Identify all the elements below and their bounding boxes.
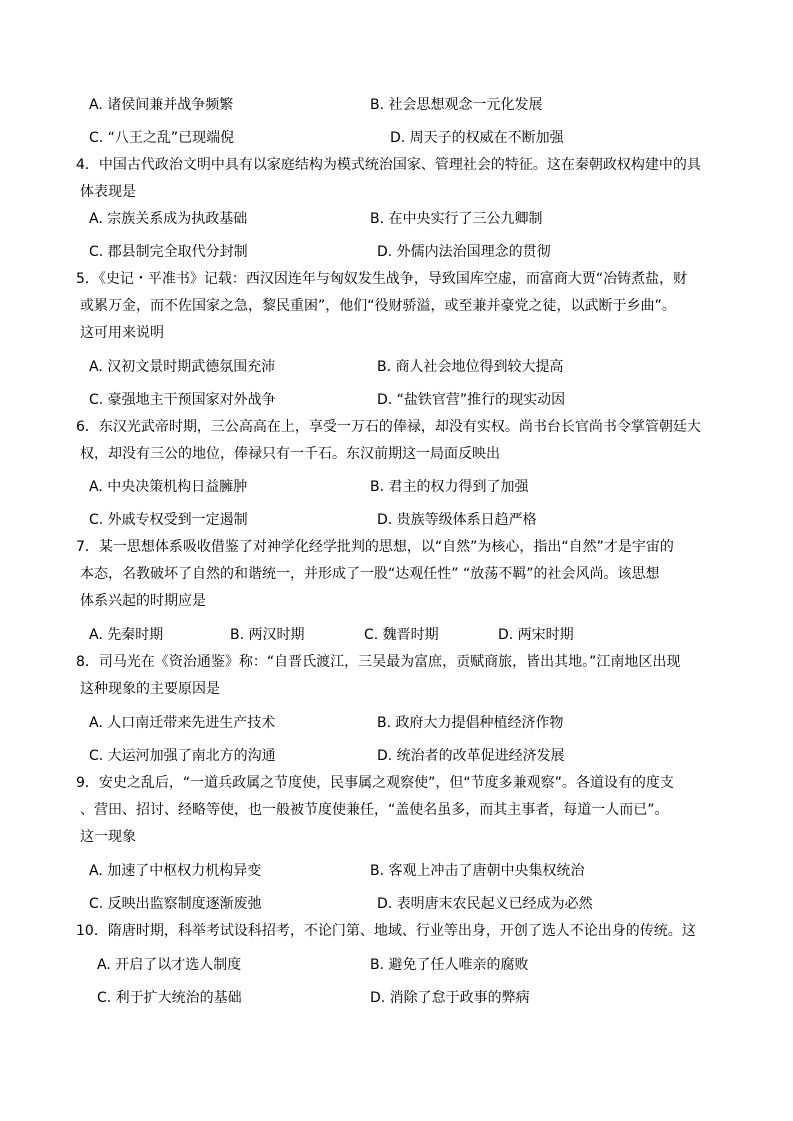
question-stem-line: 5．《史记・平准书》记载：西汉因连年与匈奴发生战争，导致国库空虚，而富商大贾“冶铸煮盐，财 xyxy=(76,271,688,287)
option-a: A. 诸侯间兼并战争频繁 xyxy=(89,97,234,113)
option-b: B. 客观上冲击了唐朝中央集权统治 xyxy=(370,863,585,879)
option-d: D. “盐铁官营”推行的现实动因 xyxy=(377,392,566,408)
question-stem-line: 8．司马光在《资治通鉴》称：“自晋氏渡江，三吴最为富庶，贡赋商旅，皆出其地。”江南地区出现 xyxy=(76,654,681,670)
option-c: C. 利于扩大统治的基础 xyxy=(97,990,242,1006)
option-c: C. “八王之乱”已现端倪 xyxy=(89,130,235,146)
option-a: A. 人口南迁带来先进生产技术 xyxy=(89,715,276,731)
option-c: C. 大运河加强了南北方的沟通 xyxy=(89,748,276,764)
option-b: B. 商人社会地位得到较大提高 xyxy=(377,359,564,375)
option-d: D. 表明唐末农民起义已经成为必然 xyxy=(377,896,593,912)
option-d: D. 统治者的改革促进经济发展 xyxy=(377,748,565,764)
option-d: D. 两宋时期 xyxy=(498,627,574,643)
question-stem-line: 10．隋唐时期，科举考试设科招考，不论门第、地域、行业等出身，开创了选人不论出身的传统。这 xyxy=(76,923,696,939)
option-b: B. 社会思想观念一元化发展 xyxy=(370,97,543,113)
option-a: A. 先秦时期 xyxy=(89,627,164,643)
question-stem-line: 这一现象 xyxy=(80,829,136,845)
option-d: D. 外儒内法治国理念的贯彻 xyxy=(377,244,551,260)
option-c: C. 魏晋时期 xyxy=(364,627,439,643)
question-stem-line: 4．中国古代政治文明中具有以家庭结构为模式统治国家、管理社会的特征。这在秦朝政权构建中的具 xyxy=(76,157,701,173)
question-stem-line: 9．安史之乱后，“一道兵政属之节度使，民事属之观察使”，但“节度多兼观察”。各道设有的度支 xyxy=(76,775,674,791)
option-b: B. 两汉时期 xyxy=(230,627,305,643)
question-stem-line: 或累万金，而不佐国家之急，黎民重困”，他们“役财骄溢，或至兼并豪党之徒，以武断于乡曲”。 xyxy=(80,298,676,314)
option-d: D. 周天子的权威在不断加强 xyxy=(390,130,564,146)
option-b: B. 在中央实行了三公九卿制 xyxy=(370,211,543,227)
question-stem-line: 体系兴起的时期应是 xyxy=(80,593,206,609)
option-c: C. 反映出监察制度逐渐废弛 xyxy=(89,896,262,912)
option-a: A. 中央决策机构日益臃肿 xyxy=(89,479,248,495)
option-b: B. 君主的权力得到了加强 xyxy=(370,479,529,495)
option-a: A. 加速了中枢权力机构异变 xyxy=(89,863,262,879)
option-a: A. 开启了以才选人制度 xyxy=(97,957,242,973)
question-stem-line: 这可用来说明 xyxy=(80,325,164,341)
option-b: B. 政府大力提倡种植经济作物 xyxy=(377,715,564,731)
option-a: A. 汉初文景时期武德氛围充沛 xyxy=(89,359,276,375)
question-stem-line: 6．东汉光武帝时期，三公高高在上，享受一万石的俸禄，却没有实权。尚书台长官尚书令掌管朝廷大 xyxy=(76,419,701,435)
question-stem-line: 7．某一思想体系吸收借鉴了对神学化经学批判的思想，以“自然”为核心，指出“自然”才是宇宙的 xyxy=(76,539,674,555)
question-stem-line: 本态，名教破坏了自然的和谐统一，并形成了一股“达观任性” “放荡不羁”的社会风尚。该思想 xyxy=(80,566,660,582)
option-c: C. 外戚专权受到一定遏制 xyxy=(89,512,248,528)
question-stem-line: 权，却没有三公的地位，俸禄只有一千石。东汉前期这一局面反映出 xyxy=(80,446,500,462)
option-c: C. 郡县制完全取代分封制 xyxy=(89,244,248,260)
option-b: B. 避免了任人唯亲的腐败 xyxy=(370,957,529,973)
option-d: D. 消除了怠于政事的弊病 xyxy=(370,990,530,1006)
question-stem-line: 、营田、招讨、经略等使，也一般被节度使兼任，“盖使名虽多，而其主事者，每道一人而已”。 xyxy=(80,802,669,818)
option-d: D. 贵族等级体系日趋严格 xyxy=(377,512,537,528)
question-stem-line: 体表现是 xyxy=(80,184,136,200)
option-a: A. 宗族关系成为执政基础 xyxy=(89,211,248,227)
question-stem-line: 这种现象的主要原因是 xyxy=(80,681,220,697)
option-c: C. 豪强地主干预国家对外战争 xyxy=(89,392,276,408)
